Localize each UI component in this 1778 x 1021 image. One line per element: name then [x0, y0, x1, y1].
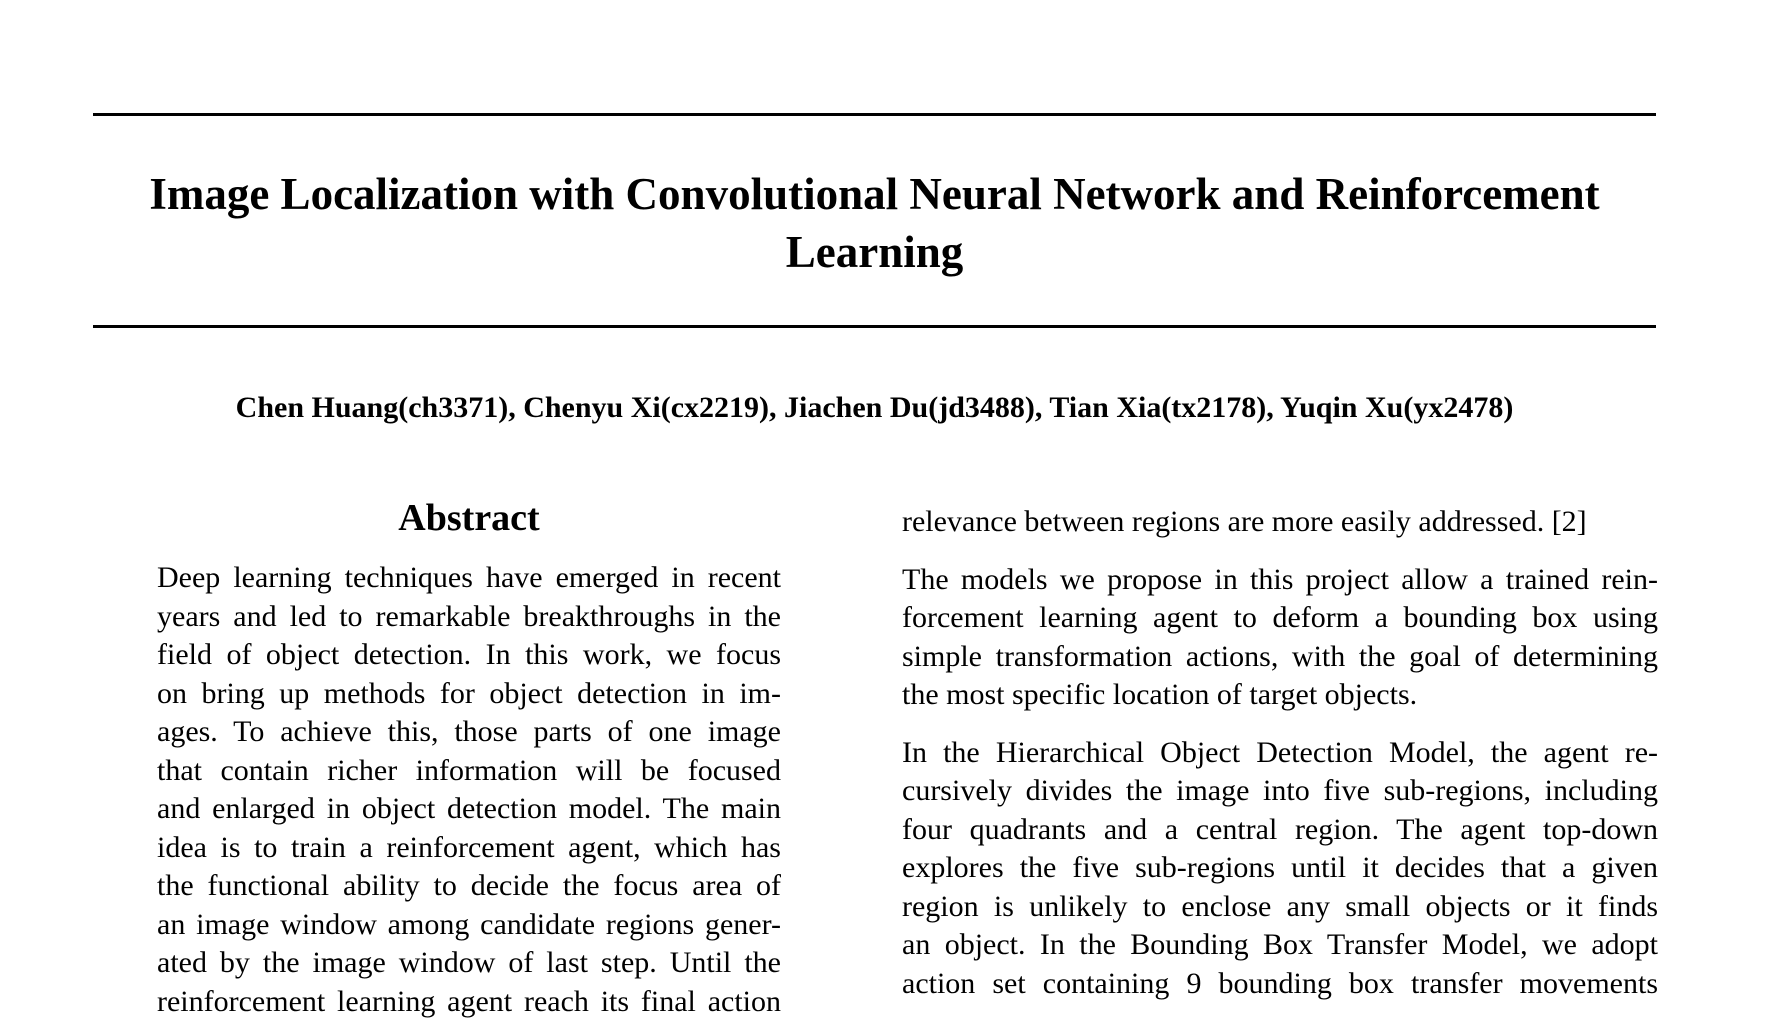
abstract-section [157, 494, 781, 1021]
title-line: Image Localization with Convolutional Neural Network and Reinforcement [93, 165, 1656, 223]
body-line: forcement learning agent to deform a bounding box using [902, 599, 1658, 638]
abstract-line: an image window among candidate regions gener- [157, 906, 781, 945]
abstract-line: field of object detection. In this work, we focus [157, 636, 781, 675]
abstract-line: Deep learning techniques have emerged in recent [157, 559, 781, 598]
paragraph [902, 561, 1658, 715]
body-line: four quadrants and a central region. The agent top-down [902, 811, 1658, 850]
body-line: explores the five sub-regions until it decides that a given [902, 849, 1658, 888]
abstract-line: ated by the image window of last step. Until the [157, 944, 781, 983]
body-line: cursively divides the image into five sub-regions, including [902, 772, 1658, 811]
body-line: an object. In the Bounding Box Transfer Model, we adopt [902, 926, 1658, 965]
introduction-continued [902, 503, 1658, 1003]
abstract-line: ages. To achieve this, those parts of one image [157, 713, 781, 752]
abstract-line: and enlarged in object detection model. The main [157, 790, 781, 829]
body-line: In the Hierarchical Object Detection Model, the agent re- [902, 734, 1658, 773]
abstract-line: reinforcement learning agent reach its final action [157, 983, 781, 1021]
paper-title [93, 165, 1656, 281]
body-line: relevance between regions are more easily addressed. [2] [902, 503, 1658, 542]
body-line: the most specific location of target objects. [902, 676, 1658, 715]
title-line: Learning [93, 223, 1656, 281]
body-line: The models we propose in this project allow a trained rein- [902, 561, 1658, 600]
abstract-line: that contain richer information will be focused [157, 752, 781, 791]
abstract-heading: Abstract [157, 494, 781, 542]
paragraph [902, 503, 1658, 542]
abstract-body [157, 559, 781, 1021]
author-list: Chen Huang(ch3371), Chenyu Xi(cx2219), Jiachen Du(jd3488), Tian Xia(tx2178), Yuqin Xu(yx2478) [93, 388, 1656, 428]
abstract-line: the functional ability to decide the focus area of [157, 867, 781, 906]
body-line: simple transformation actions, with the goal of determining [902, 638, 1658, 677]
body-line: region is unlikely to enclose any small objects or it finds [902, 888, 1658, 927]
body-line: action set containing 9 bounding box transfer movements [902, 965, 1658, 1004]
title-top-rule [93, 113, 1656, 116]
title-bottom-rule [93, 325, 1656, 328]
paragraph [902, 734, 1658, 1004]
abstract-line: idea is to train a reinforcement agent, which has [157, 829, 781, 868]
abstract-line: years and led to remarkable breakthroughs in the [157, 598, 781, 637]
abstract-line: on bring up methods for object detection in im- [157, 675, 781, 714]
